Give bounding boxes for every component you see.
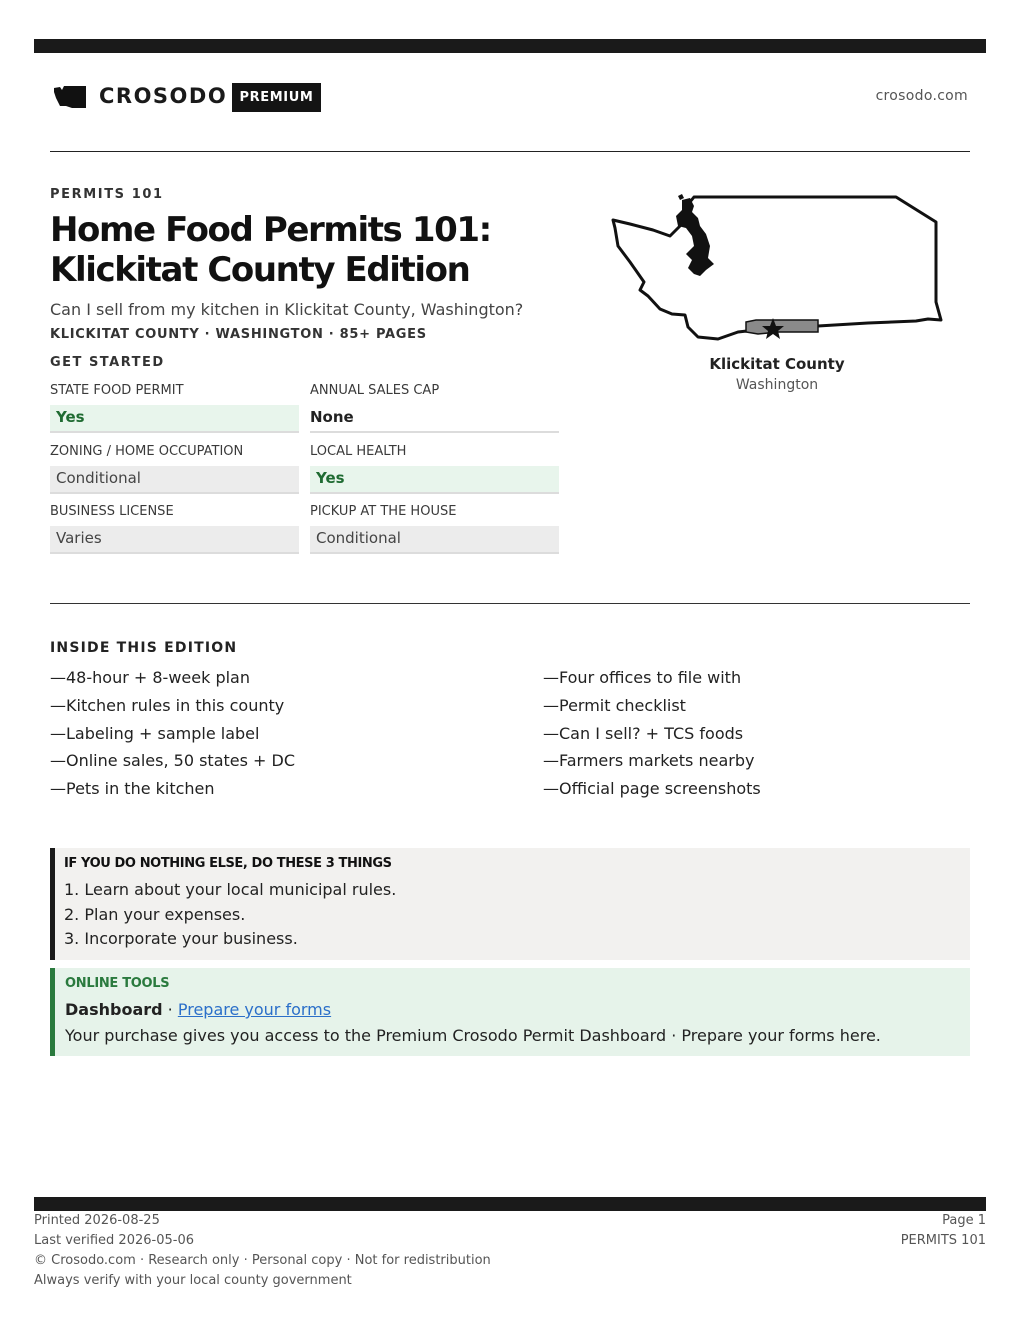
- premium-badge: PREMIUM: [232, 83, 321, 112]
- washington-state-map-icon: [608, 192, 948, 344]
- inside-list-right: [543, 664, 761, 803]
- tools-description: Your purchase gives you access to the Premium Crosodo Permit Dashboard · Prepare your forms here.: [65, 1026, 881, 1045]
- page-meta: KLICKITAT COUNTY · WASHINGTON · 85+ PAGES: [50, 327, 427, 342]
- top-bar: [34, 39, 986, 53]
- verified-date: Last verified 2026-05-06: [34, 1233, 194, 1248]
- inside-edition-heading: INSIDE THIS EDITION: [50, 640, 238, 656]
- list-item: —Four offices to file with: [543, 668, 742, 687]
- field-label: STATE FOOD PERMIT: [50, 383, 184, 398]
- callout-heading: IF YOU DO NOTHING ELSE, DO THESE 3 THINGS: [64, 856, 392, 871]
- site-url[interactable]: crosodo.com: [875, 88, 968, 104]
- page-title: Home Food Permits 101: Klickitat County Edition: [50, 210, 491, 290]
- field-value: Yes: [310, 466, 559, 494]
- dashboard-label: Dashboard: [65, 1000, 163, 1019]
- printed-date: Printed 2026-08-25: [34, 1213, 160, 1228]
- page-subtitle: Can I sell from my kitchen in Klickitat County, Washington?: [50, 300, 524, 319]
- field-pickup: [310, 503, 559, 554]
- disclaimer: Always verify with your local county government: [34, 1273, 352, 1288]
- field-value: None: [310, 405, 559, 433]
- field-label: PICKUP AT THE HOUSE: [310, 504, 457, 519]
- field-value: Yes: [50, 405, 299, 433]
- list-item: 1. Learn about your local municipal rules.: [64, 880, 397, 899]
- prepare-forms-link[interactable]: Prepare your forms: [177, 1000, 332, 1019]
- footer-left: [34, 1211, 491, 1291]
- get-started-heading: GET STARTED: [50, 355, 165, 370]
- list-item: —Labeling + sample label: [50, 723, 260, 743]
- header-divider: [50, 151, 970, 152]
- map-state-label: Washington: [735, 377, 819, 393]
- field-value: Varies: [50, 526, 299, 554]
- field-state-food-permit: [50, 382, 299, 433]
- field-label: ANNUAL SALES CAP: [310, 383, 440, 398]
- list-item: —48-hour + 8-week plan: [50, 668, 250, 687]
- list-item: —Permit checklist: [543, 695, 686, 715]
- field-value: Conditional: [310, 526, 559, 554]
- field-label: BUSINESS LICENSE: [50, 504, 174, 519]
- list-item: —Official page screenshots: [543, 779, 761, 799]
- footer-right: [901, 1211, 986, 1251]
- separator: ·: [162, 1000, 178, 1019]
- brand-name: CROSODO: [99, 84, 228, 108]
- list-item: —Kitchen rules in this county: [50, 695, 285, 715]
- map-county-label: Klickitat County: [709, 355, 845, 373]
- list-item: —Pets in the kitchen: [50, 779, 215, 799]
- washington-logo-icon: [52, 84, 88, 110]
- field-value: Conditional: [50, 466, 299, 494]
- online-tools-heading: ONLINE TOOLS: [65, 976, 170, 991]
- page-number: Page 1: [942, 1213, 986, 1228]
- inside-list-left: [50, 664, 295, 803]
- field-zoning: [50, 443, 299, 494]
- footer-section: PERMITS 101: [900, 1233, 986, 1248]
- list-item: —Farmers markets nearby: [543, 751, 755, 771]
- list-item: —Online sales, 50 states + DC: [50, 751, 296, 771]
- copyright: © Crosodo.com · Research only · Personal copy · Not for redistribution: [34, 1253, 491, 1268]
- field-local-health: [310, 443, 559, 494]
- list-item: —Can I sell? + TCS foods: [543, 723, 744, 743]
- list-item: 3. Incorporate your business.: [64, 929, 298, 948]
- field-annual-sales-cap: [310, 382, 559, 433]
- list-item: 2. Plan your expenses.: [64, 904, 246, 924]
- field-label: ZONING / HOME OCCUPATION: [50, 444, 244, 459]
- field-business-license: [50, 503, 299, 554]
- tools-line: [65, 1000, 331, 1019]
- field-label: LOCAL HEALTH: [310, 444, 407, 459]
- section-kicker: PERMITS 101: [50, 187, 164, 202]
- bottom-bar: [34, 1197, 986, 1211]
- callout-list: [64, 878, 396, 952]
- online-tools-box: [50, 968, 970, 1056]
- do-these-3-things-callout: [50, 848, 970, 960]
- section-divider: [50, 603, 970, 604]
